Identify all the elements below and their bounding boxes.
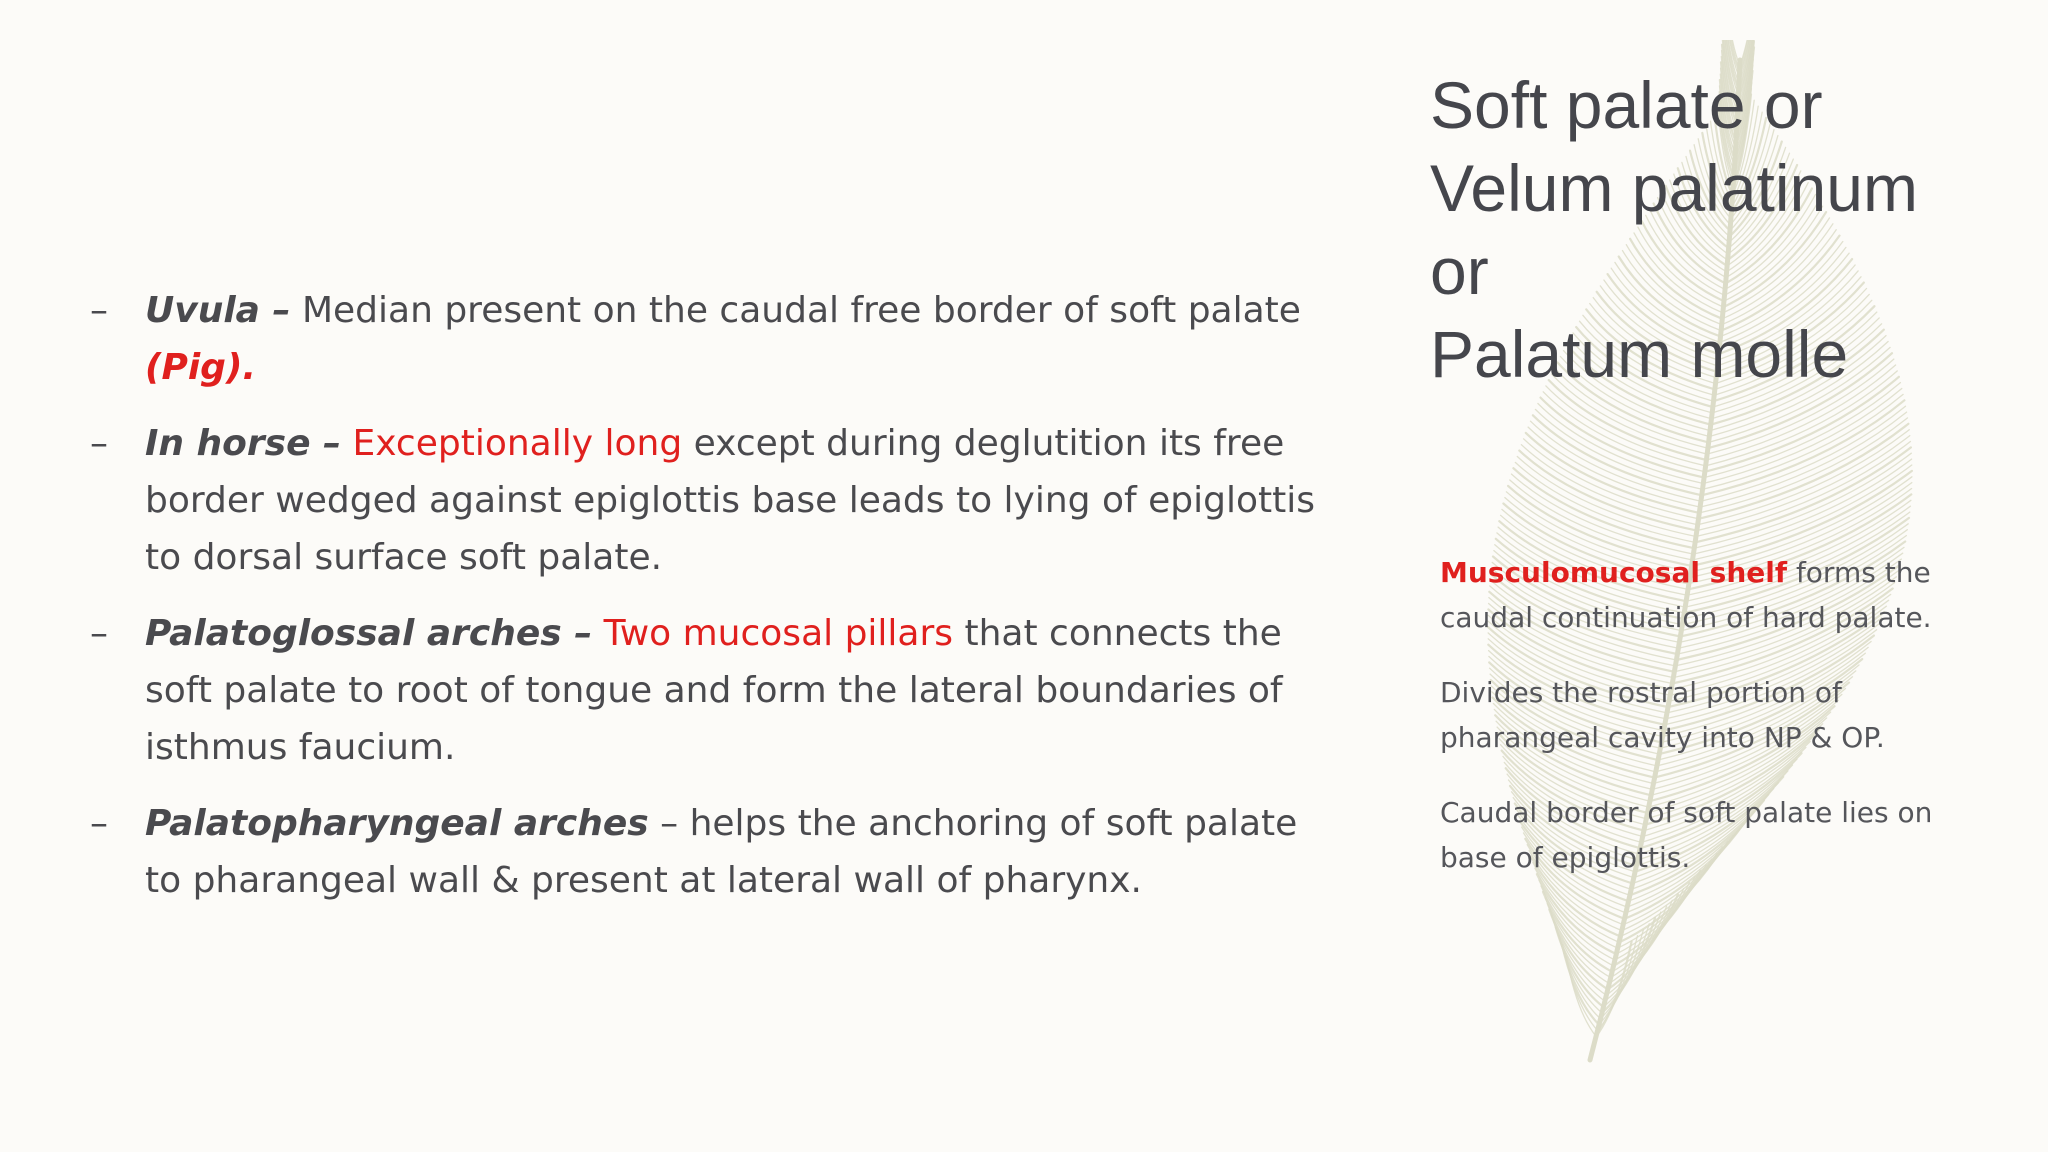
side-note-3: Caudal border of soft palate lies on base of epiglottis.	[1440, 796, 1933, 874]
bullet-palatopharyngeal	[90, 795, 1340, 909]
slide-title	[1430, 64, 1990, 396]
bullet-term: Palatoglossal arches –	[145, 613, 593, 654]
bullet-dash: –	[90, 290, 108, 331]
bullet-horse	[90, 415, 1340, 586]
bullet-term: Palatopharyngeal arches	[145, 803, 649, 844]
bullet-term: Uvula –	[145, 290, 291, 331]
title-line-3: or	[1430, 234, 1489, 308]
bullet-highlight: Two mucosal pillars	[592, 613, 954, 654]
side-note-1	[1440, 550, 1960, 640]
title-line-2: Velum palatinum	[1430, 151, 1918, 225]
side-notes	[1440, 550, 1960, 910]
bullet-text: – helps the anchoring of soft palate to pharangeal wall & present at lateral wall of pharynx.	[145, 803, 1298, 901]
title-line-1: Soft palate or	[1430, 68, 1823, 142]
bullet-dash: –	[90, 423, 108, 464]
bullet-text: except during deglutition its free border wedged against epiglottis base leads to lying of epiglottis to dorsal surface soft palate.	[145, 423, 1315, 578]
bullet-list	[90, 282, 1340, 928]
bullet-text: that connects the soft palate to root of tongue and form the lateral boundaries of isthmus faucium.	[145, 613, 1283, 768]
side-note-highlight: Musculomucosal shelf	[1440, 556, 1788, 589]
side-note-text: forms the caudal continuation of hard palate.	[1440, 556, 1932, 634]
bullet-red-term: (Pig).	[145, 347, 257, 388]
title-line-4: Palatum molle	[1430, 317, 1849, 391]
bullet-highlight: Exceptionally long	[341, 423, 683, 464]
bullet-palatoglossal	[90, 605, 1340, 776]
bullet-dash: –	[90, 803, 108, 844]
bullet-uvula	[90, 282, 1340, 396]
bullet-dash: –	[90, 613, 108, 654]
bullet-term: In horse –	[145, 423, 342, 464]
bullet-text: Median present on the caudal free border of soft palate	[290, 290, 1301, 331]
side-note-2: Divides the rostral portion of pharangeal cavity into NP & OP.	[1440, 676, 1885, 754]
